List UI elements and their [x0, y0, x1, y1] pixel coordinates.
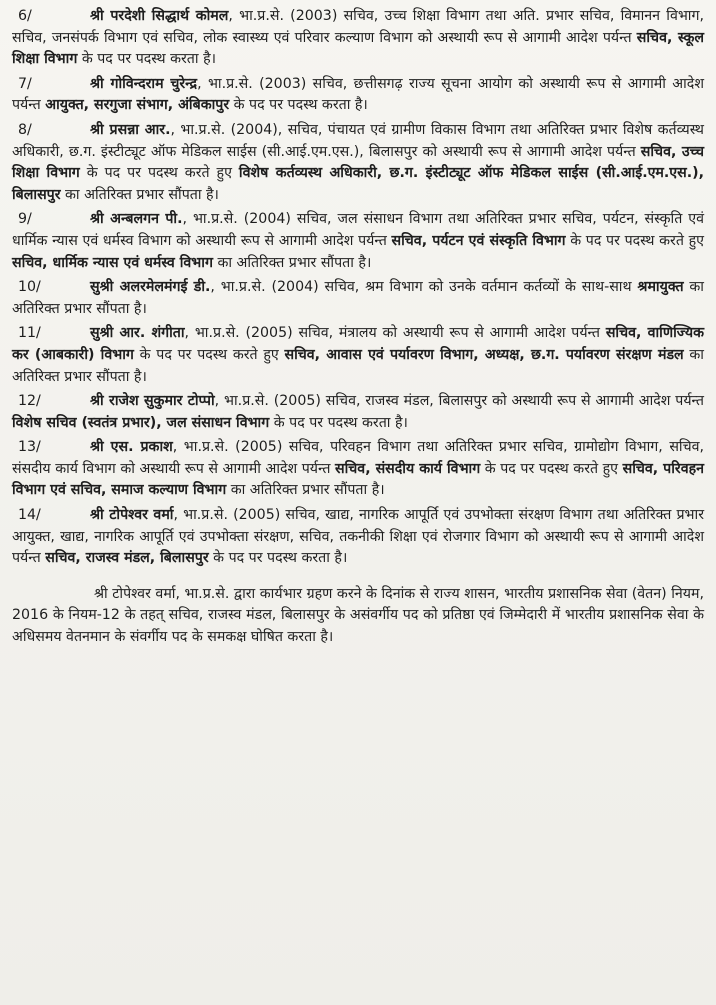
order-item — [12, 277, 704, 320]
order-text — [12, 437, 704, 502]
posting-designation: विशेष कर्तव्यस्थ अधिकारी, छ.ग. इंस्टीट्यूट ऑफ मेडिकल साईस (सी.आई.एम.एस.), बिलासपुर — [12, 165, 705, 203]
officer-name: सुश्री अलरमेलमंगई डी. — [90, 279, 211, 296]
order-text — [12, 323, 704, 388]
officer-name: श्री प्रसन्ना आर. — [90, 121, 171, 138]
officer-name: श्री अन्बलगन पी. — [90, 211, 183, 228]
order-body-text: , भा.प्र.से. (2004) सचिव, जल संसाधन विभाग तथा अतिरिक्त प्रभार सचिव, पर्यटन, संस्कृति एवं धार्मिक न्यास एवं धर्मस्व विभाग को अस्थायी रूप से आगामी आदेश पर्यन्त — [12, 211, 704, 249]
order-body-text: के पद पर पदस्थ करता है। — [208, 550, 348, 567]
closing-paragraph — [12, 584, 704, 649]
order-text — [12, 505, 704, 570]
posting-designation: विशेष सचिव (स्वतंत्र प्रभार), जल संसाधन विभाग — [12, 414, 270, 431]
posting-designation: सचिव, राजस्व मंडल, बिलासपुर — [45, 550, 209, 567]
officer-name: श्री टोपेश्वर वर्मा — [90, 507, 174, 524]
order-text — [12, 209, 704, 274]
officer-name: सुश्री आर. शंगीता — [90, 325, 185, 342]
order-body-text: , भा.प्र.से. (2005) सचिव, मंत्रालय को अस्थायी रूप से आगामी आदेश पर्यन्त — [184, 325, 606, 342]
order-item — [12, 391, 704, 434]
order-number: 12/ — [18, 393, 41, 410]
officer-name: श्री राजेश सुकुमार टोप्पो — [90, 393, 215, 410]
order-body-text: , भा.प्र.से. (2004), सचिव, पंचायत एवं ग्रामीण विकास विभाग तथा अतिरिक्त प्रभार विशेष कर्तव्यस्थ अधिकारी, छ.ग. इंस्टीट्यूट ऑफ मेडिकल साईस (सी.आई.एम.एस.), बिलासपुर को अस्थायी रूप से आगामी आदेश पर्यन्त — [12, 121, 704, 160]
order-body-text: , भा.प्र.से. (2005) सचिव, खाद्य, नागरिक आपूर्ति एवं उपभोक्ता संरक्षण विभाग तथा अतिरिक्त प्रभार आयुक्त, खाद्य, नागरिक आपूर्ति एवं उपभोक्ता संरक्षण, सचिव, तकनीकी शिक्षा एवं रोजगार विभाग को अस्थायी रूप से आगामी आदेश पर्यन्त — [12, 507, 704, 567]
order-body-text: के पद पर पदस्थ करता है। — [77, 51, 216, 68]
order-item — [12, 505, 704, 570]
order-item — [12, 437, 704, 502]
posting-designation: सचिव, स्कूल शिक्षा विभाग — [12, 29, 704, 68]
officer-name: श्री एस. प्रकाश — [90, 439, 173, 456]
order-number: 11/ — [18, 325, 41, 342]
posting-designation: सचिव, पर्यटन एवं संस्कृति विभाग — [391, 232, 566, 249]
posting-designation: सचिव, उच्च शिक्षा विभाग — [12, 143, 704, 182]
order-body-text: का अतिरिक्त प्रभार सौंपता है। — [60, 186, 219, 203]
order-body-text: , भा.प्र.से. (2005) सचिव, राजस्व मंडल, बिलासपुर को अस्थायी रूप से आगामी आदेश पर्यन्त — [214, 393, 704, 410]
officer-name: श्री गोविन्दराम चुरेन्द्र — [90, 75, 198, 92]
order-number: 9/ — [18, 211, 32, 228]
order-number: 14/ — [18, 507, 41, 524]
order-list — [12, 6, 704, 570]
order-body-text: के पद पर पदस्थ करता है। — [269, 414, 408, 431]
order-text — [12, 277, 704, 320]
order-body-text: के पद पर पदस्थ करता है। — [229, 97, 368, 114]
order-item — [12, 6, 704, 71]
order-item — [12, 323, 704, 388]
posting-designation: सचिव, संसदीय कार्य विभाग — [335, 460, 481, 477]
order-item — [12, 74, 704, 117]
closing-text: श्री टोपेश्वर वर्मा, भा.प्र.से. द्वारा कार्यभार ग्रहण करने के दिनांक से राज्य शासन, भारतीय प्रशासनिक सेवा (वेतन) नियम, 2016 के नियम-12 के तहत् सचिव, राजस्व मंडल, बिलासपुर के असंवर्गीय पद को प्रतिष्ठा एवं जिम्मेदारी में भारतीय प्रशासनिक सेवा के अधिसमय वेतनमान के संवर्गीय पद के समकक्ष घोषित करता है। — [12, 585, 704, 646]
posting-designation: आयुक्त, सरगुजा संभाग, अंबिकापुर — [45, 97, 230, 114]
order-body-text: का अतिरिक्त प्रभार सौंपता है। — [12, 279, 704, 317]
order-number: 10/ — [18, 279, 41, 296]
order-body-text: के पद पर पदस्थ करते हुए — [565, 232, 705, 249]
posting-designation: सचिव, आवास एवं पर्यावरण विभाग, अध्यक्ष, छ.ग. पर्यावरण संरक्षण मंडल — [284, 346, 684, 363]
order-text — [12, 74, 704, 117]
posting-designation: श्रमायुक्त — [637, 279, 684, 296]
order-text — [12, 391, 704, 434]
order-text — [12, 120, 704, 206]
order-number: 13/ — [18, 439, 41, 456]
order-body-text: के पद पर पदस्थ करते हुए — [79, 165, 239, 182]
order-number: 7/ — [18, 75, 32, 92]
order-body-text: , भा.प्र.से. (2003) सचिव, उच्च शिक्षा विभाग तथा अति. प्रभार सचिव, विमानन विभाग, सचिव, जनसंपर्क विभाग एवं सचिव, लोक स्वास्थ्य एवं परिवार कल्याण विभाग को अस्थायी रूप से आगामी आदेश पर्यन्त — [12, 8, 704, 46]
order-body-text: , भा.प्र.से. (2003) सचिव, छत्तीसगढ़ राज्य सूचना आयोग को अस्थायी रूप से आगामी आदेश पर्यन्त — [12, 75, 704, 114]
order-body-text: , भा.प्र.से. (2004) सचिव, श्रम विभाग को उनके वर्तमान कर्तव्यों के साथ-साथ — [210, 279, 638, 296]
order-text — [12, 6, 704, 71]
order-body-text: , भा.प्र.से. (2005) सचिव, परिवहन विभाग तथा अतिरिक्त प्रभार सचिव, ग्रामोद्योग विभाग, सचिव, संसदीय कार्य विभाग को अस्थायी रूप से आगामी आदेश पर्यन्त — [12, 439, 704, 477]
posting-designation: सचिव, परिवहन विभाग एवं सचिव, समाज कल्याण विभाग — [12, 460, 704, 499]
order-number: 6/ — [18, 8, 32, 24]
order-item — [12, 209, 704, 274]
posting-designation: सचिव, धार्मिक न्यास एवं धर्मस्व विभाग — [12, 254, 213, 271]
order-body-text: का अतिरिक्त प्रभार सौंपता है। — [212, 254, 372, 271]
order-body-text: के पद पर पदस्थ करते हुए — [480, 460, 623, 477]
order-body-text: का अतिरिक्त प्रभार सौंपता है। — [226, 482, 385, 499]
posting-designation: सचिव, वाणिज्यिक कर (आबकारी) विभाग — [12, 325, 704, 363]
order-number: 8/ — [18, 121, 32, 138]
order-body-text: के पद पर पदस्थ करते हुए — [133, 346, 285, 363]
order-body-text: का अतिरिक्त प्रभार सौंपता है। — [12, 346, 704, 385]
officer-name: श्री परदेशी सिद्धार्थ कोमल — [90, 8, 229, 24]
order-item — [12, 120, 704, 206]
